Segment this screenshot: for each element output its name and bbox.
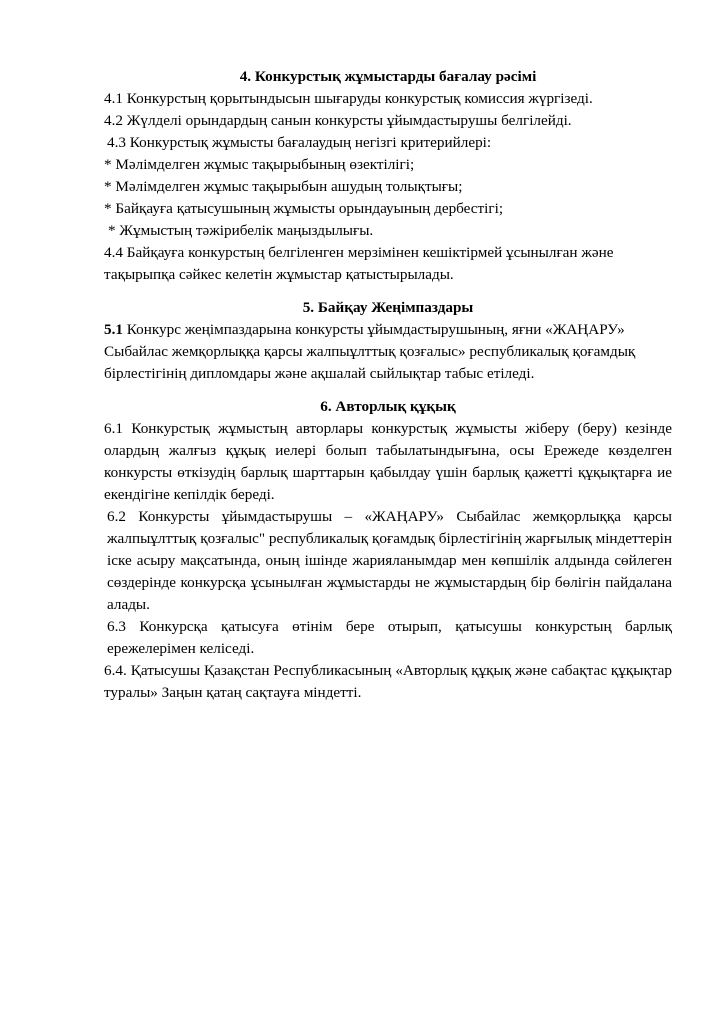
paragraph-5-1-number: 5.1 [104,321,123,338]
criterion-item: * Жұмыстың тәжірибелік маңыздылығы. [108,222,374,239]
paragraph-4-1: 4.1 Конкурстың қорытындысын шығаруды конкурстық комиссия жүргізеді. [104,90,593,107]
criterion-item: * Мәлімделген жұмыс тақырыбының өзектілігі; [104,156,415,173]
paragraph-6-4: 6.4. Қатысушы Қазақстан Республикасының «Авторлық құқық және сабақтас құқықтар туралы» Заңын қатаң сақтауға міндетті. [104,662,672,701]
paragraph-6-3: 6.3 Конкурсқа қатысуға өтінім бере отырып, қатысушы конкурстың барлық ережелерімен келіседі. [107,618,672,657]
paragraph-4-4: 4.4 Байқауға конкурстың белгіленген мерзімінен кешіктірмей ұсынылған және тақырыпқа сәйкес келетін жұмыстар қатыстырылады. [104,244,614,283]
paragraph-6-1: 6.1 Конкурстық жұмыстың авторлары конкурстық жұмысты жіберу (беру) кезінде олардың жалғыз құқық иелері болып табылатындығына, осы Ережеде көзделген конкурсты өткізудің барлық шарттарын қабылдау үшін барлық қажетті құқықтарға ие екендігіне кепілдік береді. [104,420,672,503]
criterion-item: * Байқауға қатысушының жұмысты орындауының дербестігі; [104,200,504,217]
section-4-heading: 4. Конкурстық жұмыстарды бағалау рәсімі [239,68,537,85]
paragraph-5-1 [104,319,672,385]
document-page [104,66,672,704]
section-5-heading: 5. Байқау Жеңімпаздары [302,299,474,316]
paragraph-4-2: 4.2 Жүлделі орындардың санын конкурсты ұйымдастырушы белгілейді. [104,112,572,129]
paragraph-4-3: 4.3 Конкурстық жұмысты бағалаудың негізгі критерийлері: [107,134,492,151]
criterion-item: * Мәлімделген жұмыс тақырыбын ашудың толықтығы; [104,178,463,195]
section-gap [104,385,672,396]
section-6-heading: 6. Авторлық құқық [320,398,456,415]
paragraph-6-2: 6.2 Конкурсты ұйымдастырушы – «ЖАҢАРУ» Сыбайлас жемқорлыққа қарсы жалпыұлттық қозғалыс" республикалық қоғамдық бірлестігінің жарғылық міндеттерін іске асыру мақсатында, оның ішінде жарияланымдар мен көпшілік алдында сөйлеген сөздерінде конкурсқа ұсынылған жұмыстарды не жұмыстардың бір бөлігін пайдалана алады. [107,508,672,613]
paragraph-5-1-text: Конкурс жеңімпаздарына конкурсты ұйымдастырушының, яғни «ЖАҢАРУ» Сыбайлас жемқорлыққа қарсы жалпыұлттық қозғалыс» республикалық қоғамдық бірлестігінің дипломдары және ақшалай сыйлықтар табыс етіледі. [104,321,636,382]
section-gap [104,286,672,297]
